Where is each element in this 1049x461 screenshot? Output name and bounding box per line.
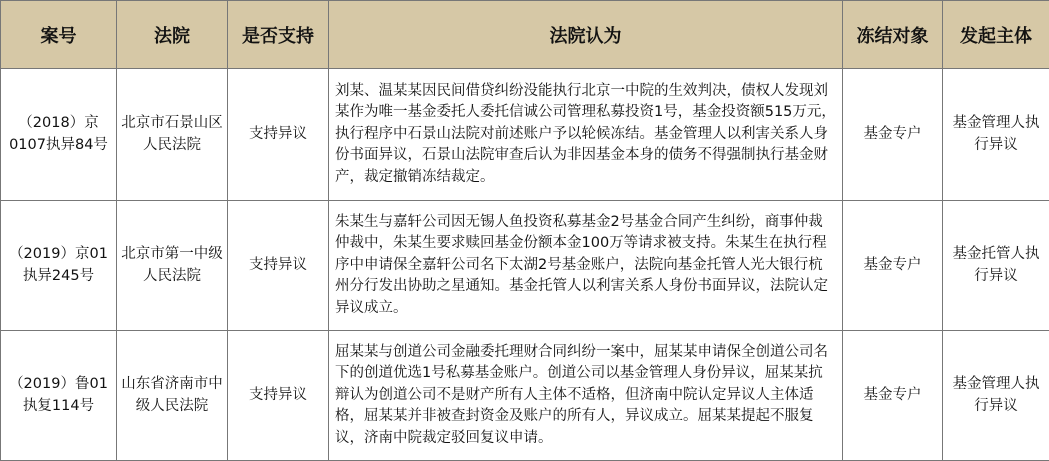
table-row [1,201,1049,331]
header-case-no: 案号 [1,1,117,69]
supported-cell: 支持异议 [228,69,329,201]
court-cell: 山东省济南市中级人民法院 [117,331,228,461]
frozen-object-cell: 基金专户 [843,201,943,331]
supported-cell: 支持异议 [228,331,329,461]
frozen-object-cell: 基金专户 [843,331,943,461]
court-cell: 北京市石景山区人民法院 [117,69,228,201]
case-no-cell: （2019）京01执异245号 [1,201,117,331]
initiator-cell: 基金托管人执行异议 [943,201,1049,331]
header-supported: 是否支持 [228,1,329,69]
header-opinion: 法院认为 [329,1,843,69]
header-frozen-object: 冻结对象 [843,1,943,69]
header-court: 法院 [117,1,228,69]
case-no-cell: （2019）鲁01执复114号 [1,331,117,461]
opinion-cell: 刘某、温某某因民间借贷纠纷没能执行北京一中院的生效判决，债权人发现刘某作为唯一基金委托人委托信诚公司管理私募投资1号，基金投资额515万元，执行程序中石景山法院对前述账户予以轮候冻结。基金管理人以利害关系人身份书面异议，石景山法院审查后认为非因基金本身的债务不得强制执行基金财产，裁定撤销冻结裁定。 [329,69,843,201]
case-no-cell: （2018）京0107执异84号 [1,69,117,201]
initiator-cell: 基金管理人执行异议 [943,331,1049,461]
initiator-cell: 基金管理人执行异议 [943,69,1049,201]
frozen-object-cell: 基金专户 [843,69,943,201]
court-cell: 北京市第一中级人民法院 [117,201,228,331]
table-row [1,331,1049,461]
opinion-cell: 屈某某与创道公司金融委托理财合同纠纷一案中，屈某某申请保全创道公司名下的创道优选1号私募基金账户。创道公司以基金管理人身份异议，屈某某抗辩认为创道公司不是财产所有人主体不适格，但济南中院认定异议人主体适格，屈某某并非被查封资金及账户的所有人，异议成立。屈某某提起不服复议，济南中院裁定驳回复议申请。 [329,331,843,461]
opinion-cell: 朱某生与嘉轩公司因无锡人鱼投资私募基金2号基金合同产生纠纷，商事仲裁仲裁中，朱某生要求赎回基金份额本金100万等请求被支持。朱某生在执行程序中申请保全嘉轩公司名下太湖2号基金账户，法院向基金托管人光大银行杭州分行发出协助之星通知。基金托管人以利害关系人身份书面异议，法院认定异议成立。 [329,201,843,331]
supported-cell: 支持异议 [228,201,329,331]
header-row [1,1,1049,69]
table-row [1,69,1049,201]
header-initiator: 发起主体 [943,1,1049,69]
